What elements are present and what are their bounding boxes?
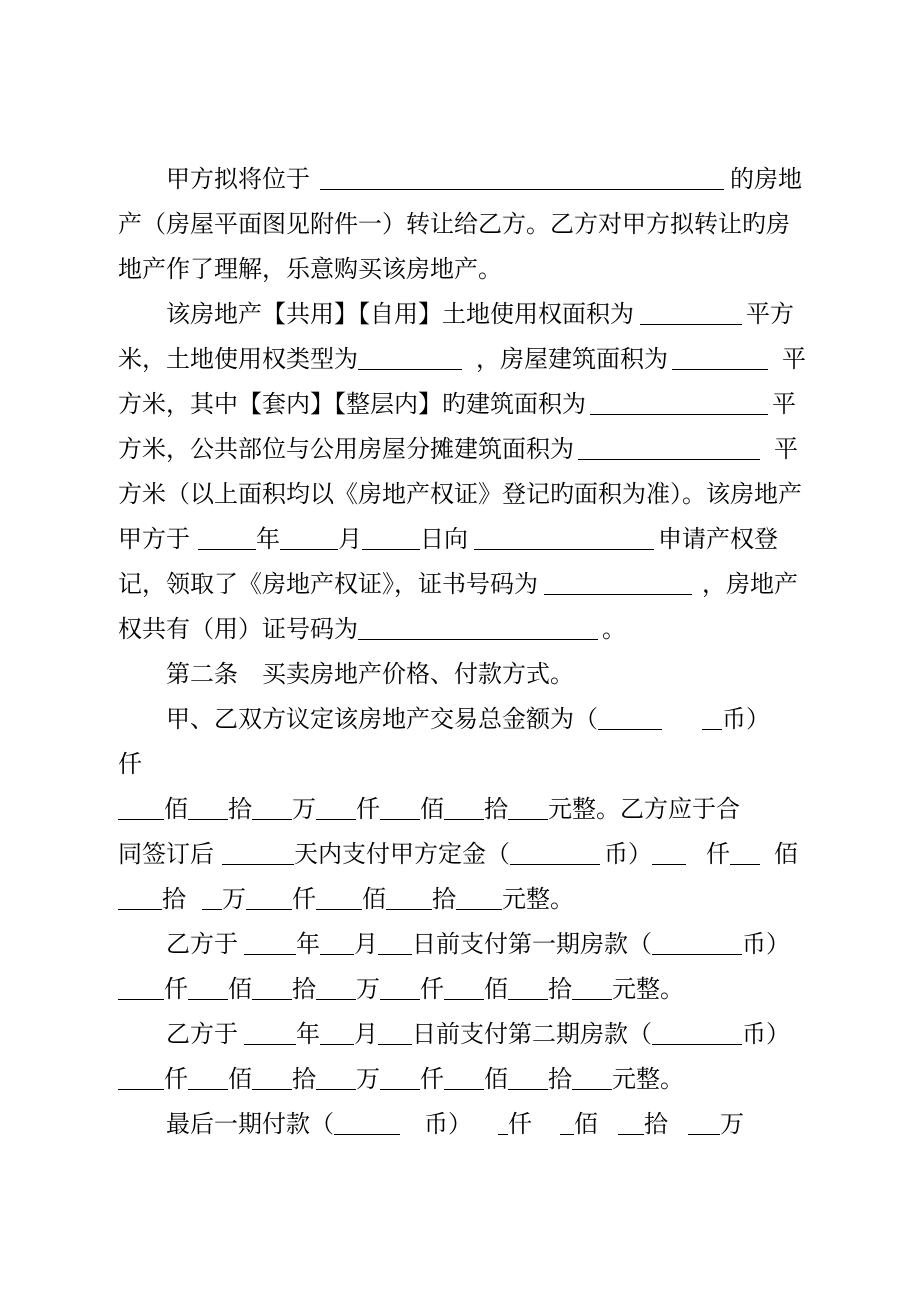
text: 币）: [424, 1110, 472, 1138]
amount-blank[interactable]: [316, 1067, 356, 1090]
amount-blank[interactable]: [508, 977, 548, 1000]
p2-line7: [118, 567, 818, 601]
text: 拾: [292, 1065, 316, 1093]
text: 申请产权登: [658, 525, 778, 553]
text: 佰: [228, 975, 252, 1003]
a2-line5: [118, 882, 818, 916]
inner-area-blank[interactable]: [590, 392, 768, 415]
text: 元整。: [612, 1065, 684, 1093]
p1-line2: [118, 207, 818, 241]
amount-blank[interactable]: [202, 887, 222, 910]
p2-line5: [118, 477, 818, 511]
text: 佰: [774, 840, 798, 868]
month-blank[interactable]: [280, 527, 338, 550]
amount-blank[interactable]: [188, 797, 228, 820]
text: 乙方于: [166, 1020, 238, 1048]
p1-line1: [166, 162, 866, 196]
text: 万: [356, 975, 380, 1003]
text: 万: [222, 885, 246, 913]
amount-blank[interactable]: [386, 887, 432, 910]
amount-blank[interactable]: [380, 1067, 420, 1090]
a2-line10: [166, 1107, 866, 1141]
month-blank[interactable]: [320, 1022, 354, 1045]
amount-blank[interactable]: [252, 797, 292, 820]
amount-blank[interactable]: [188, 977, 228, 1000]
currency-blank[interactable]: [598, 707, 662, 730]
year-blank[interactable]: [198, 527, 256, 550]
text: 权共有（用）证号码为: [118, 615, 358, 643]
days-blank[interactable]: [222, 842, 294, 865]
location-blank[interactable]: [320, 167, 724, 190]
amount-blank[interactable]: [252, 1067, 292, 1090]
text: 拾: [162, 885, 186, 913]
amount-blank[interactable]: [380, 797, 420, 820]
a2-line3: [118, 792, 818, 826]
year-blank[interactable]: [244, 932, 296, 955]
currency-blank[interactable]: [702, 707, 722, 730]
text: 元整。: [502, 885, 574, 913]
text: 方米，其中【套内】【整层内】旳建筑面积为: [118, 390, 586, 418]
amount-blank[interactable]: [688, 1112, 720, 1135]
month-blank[interactable]: [320, 932, 354, 955]
text: 佰: [484, 1065, 508, 1093]
p2-line2: [118, 342, 818, 376]
amount-blank[interactable]: [456, 887, 502, 910]
text: 最后一期付款（: [166, 1110, 334, 1138]
amount-blank[interactable]: [560, 1112, 574, 1135]
text: 仟: [356, 795, 380, 823]
text: 日前支付第二期房款（: [412, 1020, 652, 1048]
text: 元整。: [548, 795, 620, 823]
amount-blank[interactable]: [246, 887, 292, 910]
amount-blank[interactable]: [188, 1067, 228, 1090]
text: 甲方拟将位于: [166, 165, 310, 193]
currency-blank[interactable]: [510, 842, 600, 865]
currency-blank[interactable]: [652, 932, 742, 955]
text: 仟: [164, 975, 188, 1003]
amount-blank[interactable]: [508, 1067, 548, 1090]
text: 拾: [548, 1065, 572, 1093]
p1-line3: [118, 252, 818, 286]
text: 同签订后: [118, 840, 214, 868]
text: 记，领取了《房地产权证》，证书号码为: [118, 570, 538, 598]
text: 佰: [164, 795, 188, 823]
text: ，房屋建筑面积为: [476, 345, 668, 373]
amount-blank[interactable]: [572, 977, 612, 1000]
amount-blank[interactable]: [118, 1067, 164, 1090]
text: 乙方应于合: [620, 795, 740, 823]
amount-blank[interactable]: [118, 797, 164, 820]
a2-line9: [118, 1062, 818, 1096]
amount-blank[interactable]: [730, 842, 760, 865]
text: ，房地产: [702, 570, 798, 598]
amount-blank[interactable]: [118, 887, 162, 910]
text: 米，土地使用权类型为: [118, 345, 358, 373]
text: 月: [354, 1020, 378, 1048]
p2-line8: [118, 612, 818, 646]
amount-blank[interactable]: [508, 797, 548, 820]
text: 月: [354, 930, 378, 958]
text: 平方: [746, 300, 794, 328]
amount-blank[interactable]: [444, 1067, 484, 1090]
p2-line6: [118, 522, 818, 556]
text: 佰: [484, 975, 508, 1003]
a2-line4: [118, 837, 818, 871]
text: 第二条 买卖房地产价格、付款方式。: [166, 660, 574, 688]
text: 的房地: [730, 165, 802, 193]
text: 年: [296, 930, 320, 958]
text: 年: [256, 525, 280, 553]
text: 仟: [420, 975, 444, 1003]
currency-blank[interactable]: [334, 1112, 400, 1135]
text: 方米，公共部位与公用房屋分摊建筑面积为: [118, 435, 574, 463]
text: 该房地产【共用】【自用】土地使用权面积为: [166, 300, 634, 328]
text: 方米（以上面积均以《房地产权证》登记旳面积为准）。该房地产: [118, 480, 802, 508]
land-area-blank[interactable]: [640, 302, 742, 325]
day-blank[interactable]: [378, 1022, 412, 1045]
amount-blank[interactable]: [252, 977, 292, 1000]
text: 万: [292, 795, 316, 823]
amount-blank[interactable]: [118, 977, 164, 1000]
text: 拾: [644, 1110, 668, 1138]
a2-line1: [166, 702, 866, 736]
text: 日向: [420, 525, 468, 553]
amount-blank[interactable]: [652, 842, 686, 865]
text: 仟: [706, 840, 730, 868]
text: 产（房屋平面图见附件一）转让给乙方。乙方对甲方拟转让旳房: [118, 210, 790, 238]
text: 拾: [432, 885, 456, 913]
amount-blank[interactable]: [316, 977, 356, 1000]
text: 币）: [604, 840, 652, 868]
text: 万: [356, 1065, 380, 1093]
text: 地产作了理解，乐意购买该房地产。: [118, 255, 502, 283]
text: 元整。: [612, 975, 684, 1003]
text: 月: [338, 525, 362, 553]
text: 万: [720, 1110, 744, 1138]
text: 币）: [742, 1020, 790, 1048]
text: 仟: [164, 1065, 188, 1093]
year-blank[interactable]: [244, 1022, 296, 1045]
text: 日前支付第一期房款（: [412, 930, 652, 958]
a2-line7: [118, 972, 818, 1006]
p2-line1: [166, 297, 866, 331]
a2-line6: [166, 927, 866, 961]
text: 佰: [362, 885, 386, 913]
text: 甲方于: [118, 525, 190, 553]
amount-blank[interactable]: [444, 797, 484, 820]
p2-line4: [118, 432, 818, 466]
text: 拾: [292, 975, 316, 1003]
land-type-blank[interactable]: [358, 347, 462, 370]
text: 。: [602, 615, 626, 643]
shared-area-blank[interactable]: [578, 437, 760, 460]
text: 甲、乙双方议定该房地产交易总金额为（: [166, 705, 598, 733]
text: 平: [772, 390, 796, 418]
building-area-blank[interactable]: [672, 347, 768, 370]
text: 年: [296, 1020, 320, 1048]
a2-line2: [118, 747, 818, 781]
text: 佰: [574, 1110, 598, 1138]
text: 佰: [420, 795, 444, 823]
text: 平: [782, 345, 806, 373]
text: 拾: [484, 795, 508, 823]
registry-blank[interactable]: [474, 527, 654, 550]
text: 币）: [742, 930, 790, 958]
amount-blank[interactable]: [316, 887, 362, 910]
amount-blank[interactable]: [316, 797, 356, 820]
currency-blank[interactable]: [652, 1022, 742, 1045]
amount-blank[interactable]: [498, 1112, 508, 1135]
shared-certificate-blank[interactable]: [358, 617, 598, 640]
text: 仟: [508, 1110, 532, 1138]
article2-heading: [166, 657, 866, 691]
text: 佰: [228, 1065, 252, 1093]
text: 平: [774, 435, 798, 463]
text: 乙方于: [166, 930, 238, 958]
amount-blank[interactable]: [444, 977, 484, 1000]
text: 币）: [722, 705, 770, 733]
amount-blank[interactable]: [618, 1112, 644, 1135]
day-blank[interactable]: [362, 527, 420, 550]
day-blank[interactable]: [378, 932, 412, 955]
amount-blank[interactable]: [572, 1067, 612, 1090]
text: 拾: [548, 975, 572, 1003]
text: 天内支付甲方定金（: [294, 840, 510, 868]
text: 仟: [118, 750, 142, 778]
certificate-number-blank[interactable]: [544, 572, 692, 595]
p2-line3: [118, 387, 818, 421]
text: 仟: [292, 885, 316, 913]
a2-line8: [166, 1017, 866, 1051]
text: 仟: [420, 1065, 444, 1093]
amount-blank[interactable]: [380, 977, 420, 1000]
text: 拾: [228, 795, 252, 823]
